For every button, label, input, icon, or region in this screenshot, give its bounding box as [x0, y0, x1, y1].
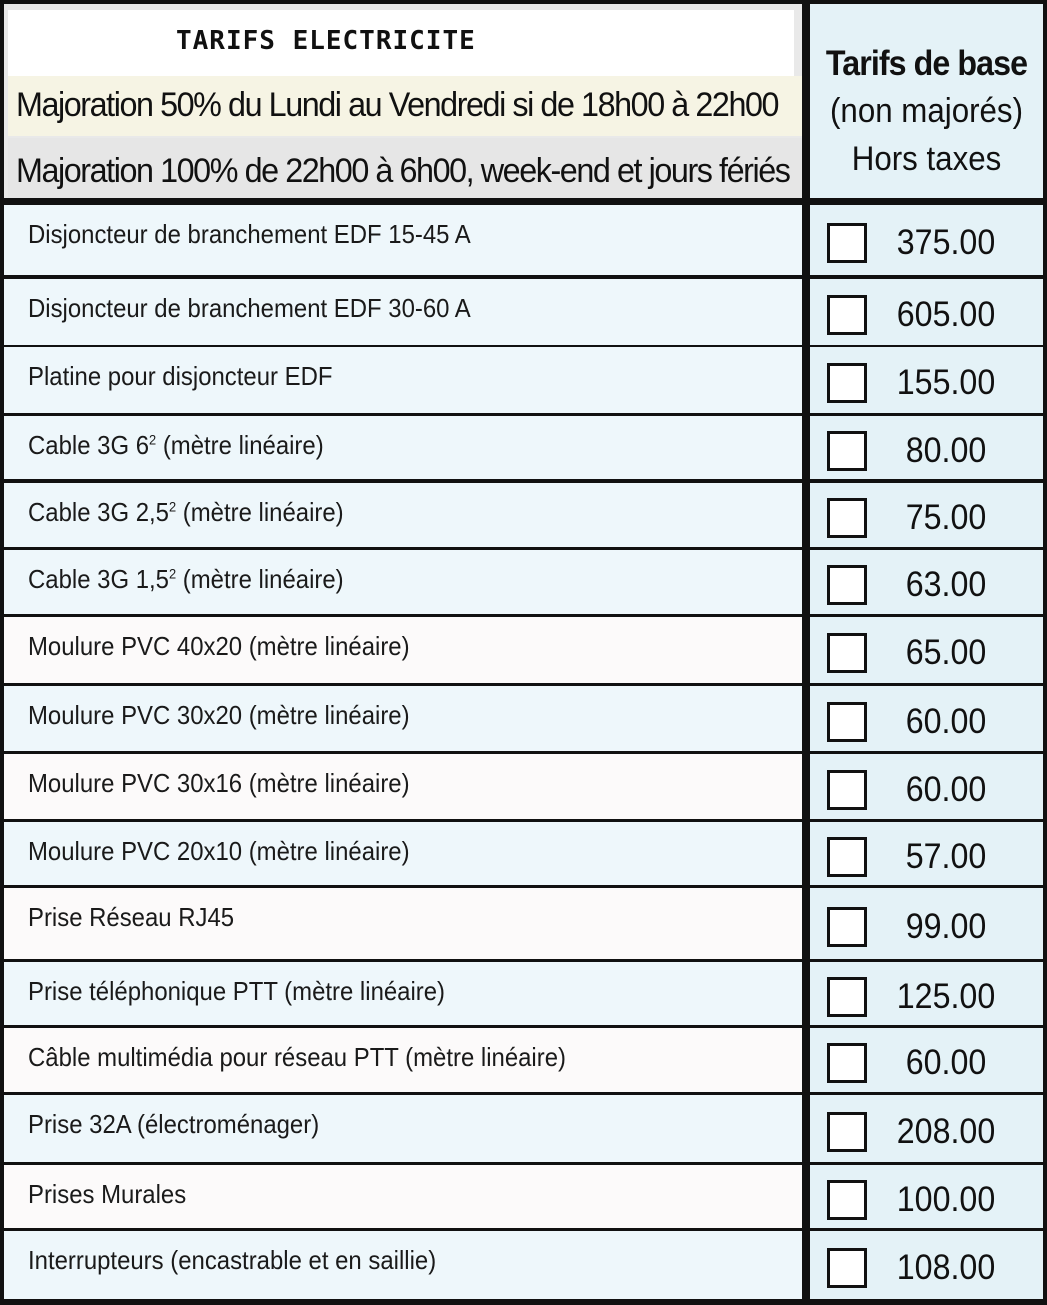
- table-row-label: [4, 205, 802, 275]
- select-checkbox[interactable]: [827, 1180, 867, 1220]
- item-label: [28, 430, 324, 461]
- item-label-superscript: 2: [149, 431, 157, 448]
- select-checkbox[interactable]: [827, 431, 867, 471]
- table-row-price: [810, 888, 1043, 959]
- item-price: 63.00: [905, 565, 987, 604]
- item-label: [28, 1109, 319, 1140]
- item-price: 80.00: [905, 431, 987, 470]
- select-checkbox[interactable]: [827, 565, 867, 605]
- item-label-superscript: 2: [168, 565, 177, 582]
- select-checkbox[interactable]: [827, 770, 867, 810]
- item-label: [28, 219, 471, 250]
- table-row-label: [4, 617, 802, 683]
- item-label-text: Moulure PVC 20x10 (mètre linéaire): [28, 836, 410, 866]
- majoration-50-banner: [8, 76, 802, 136]
- item-price: 57.00: [905, 837, 987, 876]
- item-label-text: Platine pour disjoncteur EDF: [28, 361, 333, 391]
- item-label-text: Câble multimédia pour réseau PTT (mètre linéaire): [28, 1042, 566, 1072]
- item-label-text: Cable 3G 2,5: [28, 497, 169, 527]
- item-price: 108.00: [896, 1248, 996, 1287]
- item-label-text: Prise 32A (électroménager): [28, 1109, 320, 1139]
- item-label-suffix: (mètre linéaire): [176, 564, 344, 594]
- select-checkbox[interactable]: [827, 633, 867, 673]
- table-row-label: [4, 347, 802, 413]
- table-row-label: [4, 822, 802, 885]
- item-label: [28, 497, 344, 528]
- majoration-100-text: Majoration 100% de 22h00 à 6h00, week-end et jours fériés: [16, 152, 790, 190]
- item-label: [28, 700, 410, 731]
- item-price: 75.00: [905, 498, 987, 537]
- table-row-label: [4, 483, 802, 547]
- table-row-price: [810, 279, 1043, 345]
- item-label: [28, 631, 410, 662]
- majoration-100-banner: [8, 138, 802, 198]
- table-row-price: [810, 483, 1043, 547]
- page-title: TARIFS ELECTRICITE: [176, 26, 476, 56]
- price-column-title: Tarifs de base: [825, 44, 1028, 83]
- item-label-text: Prises Murales: [28, 1179, 187, 1209]
- page-title-box: [8, 10, 794, 76]
- table-row-price: [810, 962, 1043, 1025]
- majoration-50-text: Majoration 50% du Lundi au Vendredi si de 18h00 à 22h00: [16, 86, 779, 124]
- table-row-price: [810, 1095, 1043, 1162]
- item-label: [28, 976, 445, 1007]
- select-checkbox[interactable]: [827, 837, 867, 877]
- table-row-price: [810, 347, 1043, 413]
- table-row-label: [4, 754, 802, 819]
- table-row-price: [810, 686, 1043, 751]
- table-row-price: [810, 416, 1043, 479]
- table-row-price: [810, 1028, 1043, 1092]
- item-label-text: Moulure PVC 30x16 (mètre linéaire): [28, 768, 410, 798]
- item-price: 60.00: [905, 1043, 987, 1082]
- select-checkbox[interactable]: [827, 977, 867, 1017]
- table-row-price: [810, 1231, 1043, 1299]
- table-row-label: [4, 962, 802, 1025]
- item-label-text: Prise Réseau RJ45: [28, 902, 235, 932]
- table-row-label: [4, 686, 802, 751]
- table-row-label: [4, 1028, 802, 1092]
- item-label: [28, 902, 234, 933]
- price-column-header: [810, 4, 1043, 198]
- item-label-suffix: (mètre linéaire): [156, 430, 324, 460]
- item-price: 65.00: [905, 633, 987, 672]
- table-row-label: [4, 888, 802, 959]
- item-price: 605.00: [896, 295, 996, 334]
- select-checkbox[interactable]: [827, 1043, 867, 1083]
- table-row-label: [4, 550, 802, 614]
- table-row-label: [4, 279, 802, 345]
- select-checkbox[interactable]: [827, 363, 867, 403]
- item-label-text: Disjoncteur de branchement EDF 15-45 A: [28, 219, 471, 249]
- table-row-price: [810, 822, 1043, 885]
- select-checkbox[interactable]: [827, 1248, 867, 1288]
- item-price: 125.00: [896, 977, 996, 1016]
- item-label-text: Moulure PVC 40x20 (mètre linéaire): [28, 631, 410, 661]
- select-checkbox[interactable]: [827, 1112, 867, 1152]
- select-checkbox[interactable]: [827, 295, 867, 335]
- item-price: 208.00: [896, 1112, 996, 1151]
- item-label-text: Cable 3G 6: [28, 430, 150, 460]
- table-row-label: [4, 416, 802, 479]
- item-label: [28, 1245, 436, 1276]
- select-checkbox[interactable]: [827, 907, 867, 947]
- price-column-tax-note: Hors taxes: [851, 140, 1002, 178]
- item-label-text: Interrupteurs (encastrable et en saillie): [28, 1245, 437, 1275]
- header-left: [4, 4, 802, 198]
- item-label: [28, 293, 471, 324]
- item-label: [28, 1042, 566, 1073]
- item-label-text: Disjoncteur de branchement EDF 30-60 A: [28, 293, 471, 323]
- item-price: 100.00: [896, 1180, 996, 1219]
- item-price: 375.00: [896, 223, 996, 262]
- item-label-text: Cable 3G 1,5: [28, 564, 169, 594]
- price-column-subtitle: (non majorés): [830, 92, 1023, 130]
- item-label: [28, 361, 332, 392]
- table-row-price: [810, 617, 1043, 683]
- item-label: [28, 836, 410, 867]
- table-row-label: [4, 1165, 802, 1228]
- item-label: [28, 1179, 186, 1210]
- table-row-label: [4, 1095, 802, 1162]
- item-price: 155.00: [896, 363, 996, 402]
- item-price: 60.00: [905, 770, 987, 809]
- table-row-price: [810, 550, 1043, 614]
- item-price: 60.00: [905, 702, 987, 741]
- table-row-price: [810, 1165, 1043, 1228]
- item-label: [28, 768, 410, 799]
- item-label: [28, 564, 344, 595]
- item-price: 99.00: [905, 907, 987, 946]
- select-checkbox[interactable]: [827, 223, 867, 263]
- table-row-price: [810, 205, 1043, 275]
- item-label-text: Moulure PVC 30x20 (mètre linéaire): [28, 700, 410, 730]
- table-row-label: [4, 1231, 802, 1299]
- select-checkbox[interactable]: [827, 702, 867, 742]
- item-label-superscript: 2: [168, 498, 177, 515]
- table-row-price: [810, 754, 1043, 819]
- select-checkbox[interactable]: [827, 498, 867, 538]
- item-label-text: Prise téléphonique PTT (mètre linéaire): [28, 976, 446, 1006]
- item-label-suffix: (mètre linéaire): [176, 497, 344, 527]
